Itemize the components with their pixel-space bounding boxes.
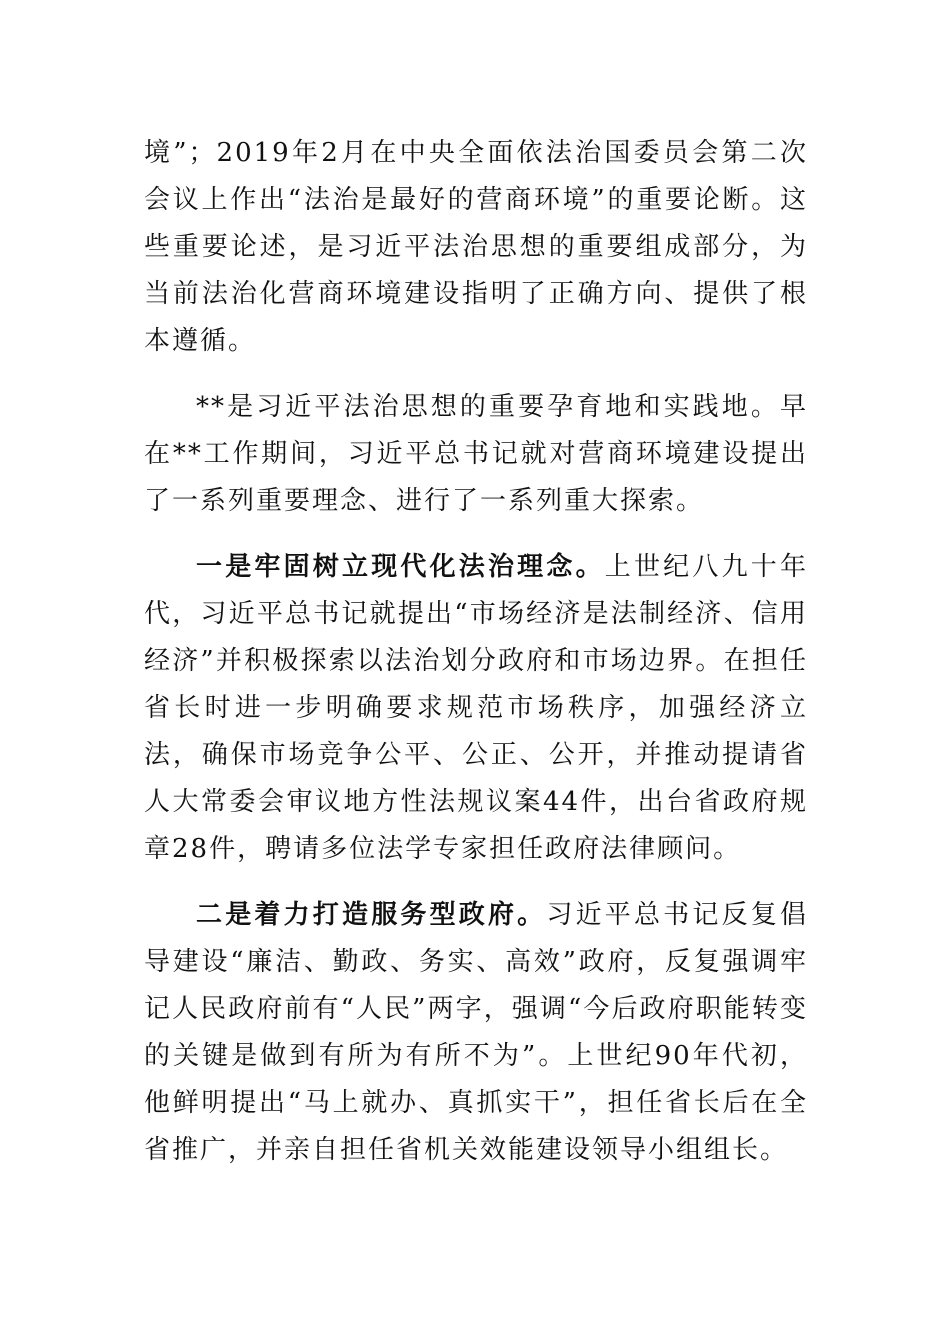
paragraph-point-two — [144, 892, 808, 1174]
paragraph-text: 境”；2019年2月在中央全面依法治国委员会第二次会议上作出“法治是最好的营商环境”的重要论断。这些重要论述，是习近平法治思想的重要组成部分，为当前法治化营商环境建设指明了正确方向、提供了根本遵循。 — [144, 138, 808, 356]
paragraph-lead-heading: 一是牢固树立现代化法治理念。 — [196, 552, 605, 582]
paragraph-point-one — [144, 544, 808, 873]
paragraph-text: **是习近平法治思想的重要孕育地和实践地。早在**工作期间，习近平总书记就对营商环境建设提出了一系列重要理念、进行了一系列重大探索。 — [144, 392, 808, 516]
paragraph-intro — [144, 384, 808, 525]
paragraph-continuation — [144, 130, 808, 365]
paragraph-text: 上世纪八九十年代，习近平总书记就提出“市场经济是法制经济、信用经济”并积极探索以法治划分政府和市场边界。在担任省长时进一步明确要求规范市场秩序，加强经济立法，确保市场竞争公平、公正、公开，并推动提请省人大常委会审议地方性法规议案44件，出台省政府规章28件，聘请多位法学专家担任政府法律顾问。 — [144, 552, 808, 864]
document-body — [144, 130, 808, 1174]
paragraph-lead-heading: 二是着力打造服务型政府。 — [196, 900, 547, 930]
paragraph-text: 习近平总书记反复倡导建设“廉洁、勤政、务实、高效”政府，反复强调牢记人民政府前有“人民”两字，强调“今后政府职能转变的关键是做到有所为有所不为”。上世纪90年代初，他鲜明提出“马上就办、真抓实干”，担任省长后在全省推广，并亲自担任省机关效能建设领导小组组长。 — [144, 900, 808, 1165]
